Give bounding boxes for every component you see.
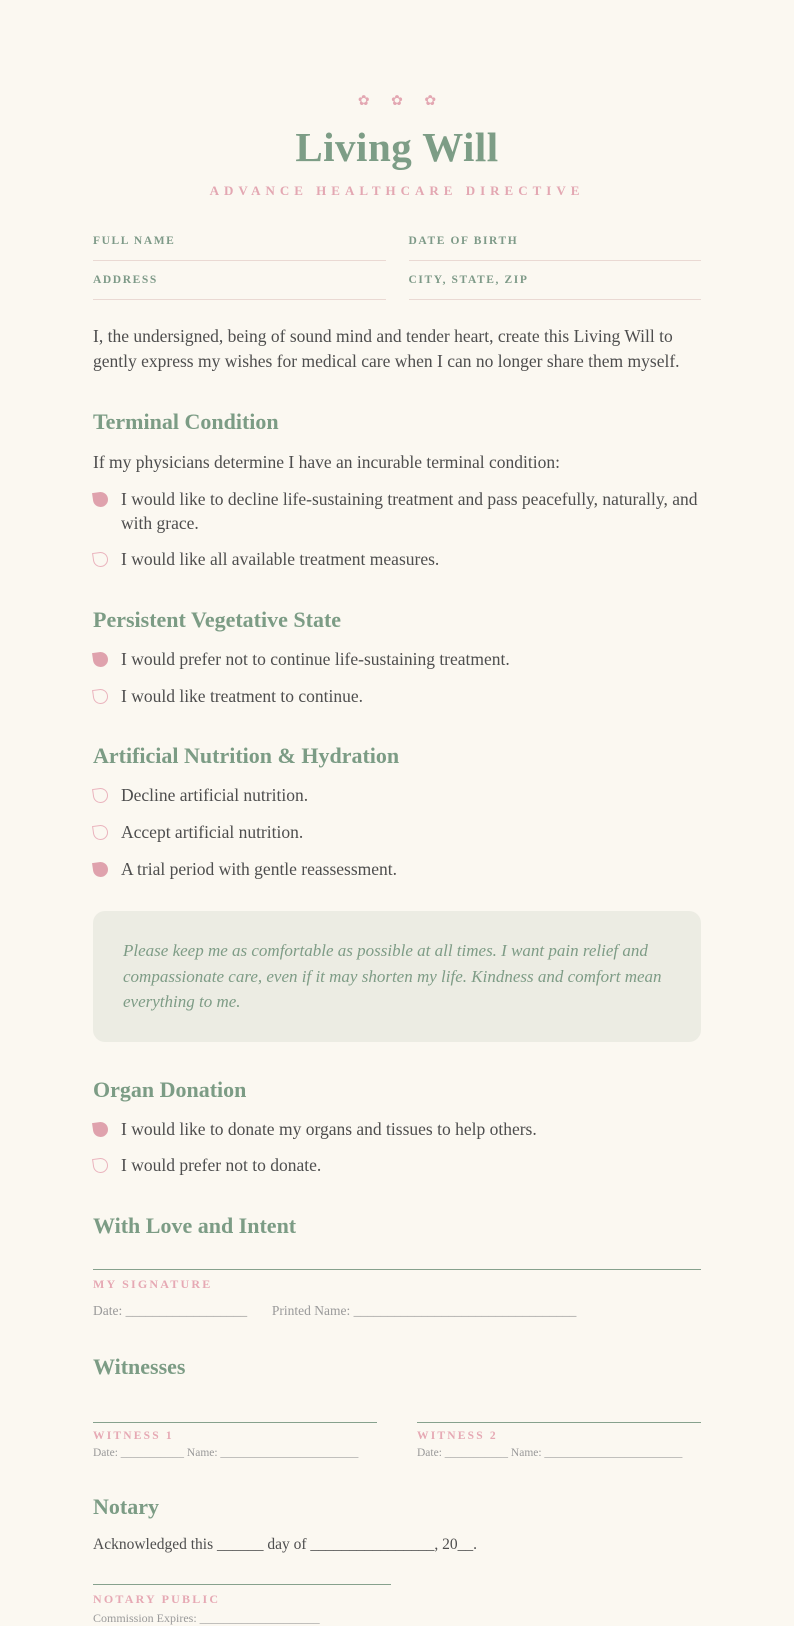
section-title-with-love-and-intent: With Love and Intent [93, 1212, 297, 1238]
option-trial-period[interactable] [93, 858, 701, 882]
petal-radio-icon[interactable] [92, 787, 109, 804]
notary-public-label: NOTARY PUBLIC [93, 1591, 221, 1606]
witness-2-date-name-line[interactable]: Date: ___________ Name: ________________________ [417, 1446, 683, 1459]
address-field[interactable] [93, 274, 386, 300]
option-donate-organs[interactable] [93, 1118, 701, 1142]
option-label: I would like to decline life-sustaining treatment and pass peacefully, naturally, and with grace. [121, 489, 698, 533]
signature-line[interactable] [93, 1269, 701, 1270]
city-state-zip-input-line[interactable] [409, 299, 702, 300]
page-subtitle: ADVANCE HEALTHCARE DIRECTIVE [209, 183, 585, 198]
signature-date-name-row[interactable] [93, 1303, 701, 1319]
section-title-witnesses: Witnesses [93, 1353, 186, 1379]
terminal-condition-lead: If my physicians determine I have an incurable terminal condition: [93, 451, 560, 472]
witness-2-signature-line[interactable] [417, 1422, 701, 1423]
flower-ornament-row [93, 93, 701, 110]
witnesses-grid [93, 1422, 701, 1459]
signature-date-line[interactable]: Date: __________________ [93, 1302, 248, 1318]
date-of-birth-field[interactable] [409, 235, 702, 261]
full-name-input-line[interactable] [93, 260, 386, 261]
date-of-birth-input-line[interactable] [409, 260, 702, 261]
petal-radio-icon[interactable] [92, 491, 109, 508]
petal-radio-icon[interactable] [92, 1157, 109, 1174]
section-title-notary: Notary [93, 1493, 159, 1519]
petal-radio-icon[interactable] [92, 688, 109, 705]
petal-radio-icon[interactable] [92, 1121, 109, 1138]
notary-acknowledged-line[interactable]: Acknowledged this ______ day of ________________, 20__. [93, 1535, 478, 1553]
witness-1-label: WITNESS 1 [93, 1429, 174, 1442]
witness-2-block [417, 1422, 701, 1459]
date-of-birth-label: DATE OF BIRTH [408, 235, 519, 247]
option-all-treatment[interactable] [93, 548, 701, 572]
option-decline-nutrition[interactable] [93, 784, 701, 808]
option-continue-treatment[interactable] [93, 685, 701, 709]
option-label: Decline artificial nutrition. [121, 785, 309, 806]
signature-printed-name-line[interactable]: Printed Name: _________________________________ [271, 1302, 577, 1318]
nutrition-options [93, 784, 701, 881]
organ-donation-options [93, 1118, 701, 1178]
section-title-terminal-condition: Terminal Condition [93, 408, 279, 434]
option-label: A trial period with gentle reassessment. [121, 858, 398, 879]
comfort-care-note [93, 911, 701, 1042]
option-not-donate[interactable] [93, 1154, 701, 1178]
address-input-line[interactable] [93, 299, 386, 300]
section-title-organ-donation: Organ Donation [93, 1076, 247, 1102]
option-label: I would like to donate my organs and tissues to help others. [121, 1118, 537, 1139]
section-title-vegetative-state: Persistent Vegetative State [93, 607, 342, 633]
comfort-care-note-text: Please keep me as comfortable as possible at all times. I want pain relief and compassionate care, even if it may shorten my life. Kindness and comfort mean everything to me. [123, 941, 662, 1012]
flower-icon: ✿ [357, 94, 370, 109]
option-label: I would like treatment to continue. [121, 685, 364, 706]
my-signature-label: MY SIGNATURE [93, 1276, 213, 1291]
petal-radio-icon[interactable] [92, 551, 109, 568]
option-label: I would like all available treatment measures. [121, 549, 440, 570]
petal-radio-icon[interactable] [92, 824, 109, 841]
page-title: Living Will [295, 124, 499, 170]
address-label: ADDRESS [93, 274, 158, 286]
section-title-nutrition-hydration: Artificial Nutrition & Hydration [93, 743, 400, 769]
intro-paragraph: I, the undersigned, being of sound mind and tender heart, create this Living Will to gently express my wishes for medical care when I can no longer share them myself. [93, 326, 680, 371]
petal-radio-icon[interactable] [92, 651, 109, 668]
flower-icon: ✿ [391, 94, 403, 109]
option-label: I would prefer not to continue life-sustaining treatment. [121, 649, 510, 670]
petal-radio-icon[interactable] [92, 861, 109, 878]
option-decline-life-sustaining[interactable] [93, 488, 701, 535]
notary-commission-line[interactable]: Commission Expires: ____________________ [93, 1610, 320, 1625]
option-label: I would prefer not to donate. [121, 1155, 322, 1176]
signature-block [93, 1269, 701, 1319]
living-will-document [93, 0, 701, 1626]
notary-signature-line[interactable] [93, 1584, 391, 1585]
terminal-condition-options [93, 488, 701, 572]
option-label: Accept artificial nutrition. [121, 821, 304, 842]
witness-2-label: WITNESS 2 [417, 1429, 498, 1442]
option-accept-nutrition[interactable] [93, 821, 701, 845]
option-not-continue-treatment[interactable] [93, 648, 701, 672]
witness-1-date-name-line[interactable]: Date: ___________ Name: ________________________ [93, 1446, 359, 1459]
witness-1-block [93, 1422, 377, 1459]
witness-1-signature-line[interactable] [93, 1422, 377, 1423]
city-state-zip-field[interactable] [409, 274, 702, 300]
city-state-zip-label: CITY, STATE, ZIP [408, 274, 529, 286]
full-name-field[interactable] [93, 235, 386, 261]
full-name-label: FULL NAME [93, 235, 176, 247]
notary-section [93, 1494, 701, 1626]
identity-fields [93, 235, 701, 300]
vegetative-state-options [93, 648, 701, 708]
flower-icon: ✿ [424, 94, 437, 109]
